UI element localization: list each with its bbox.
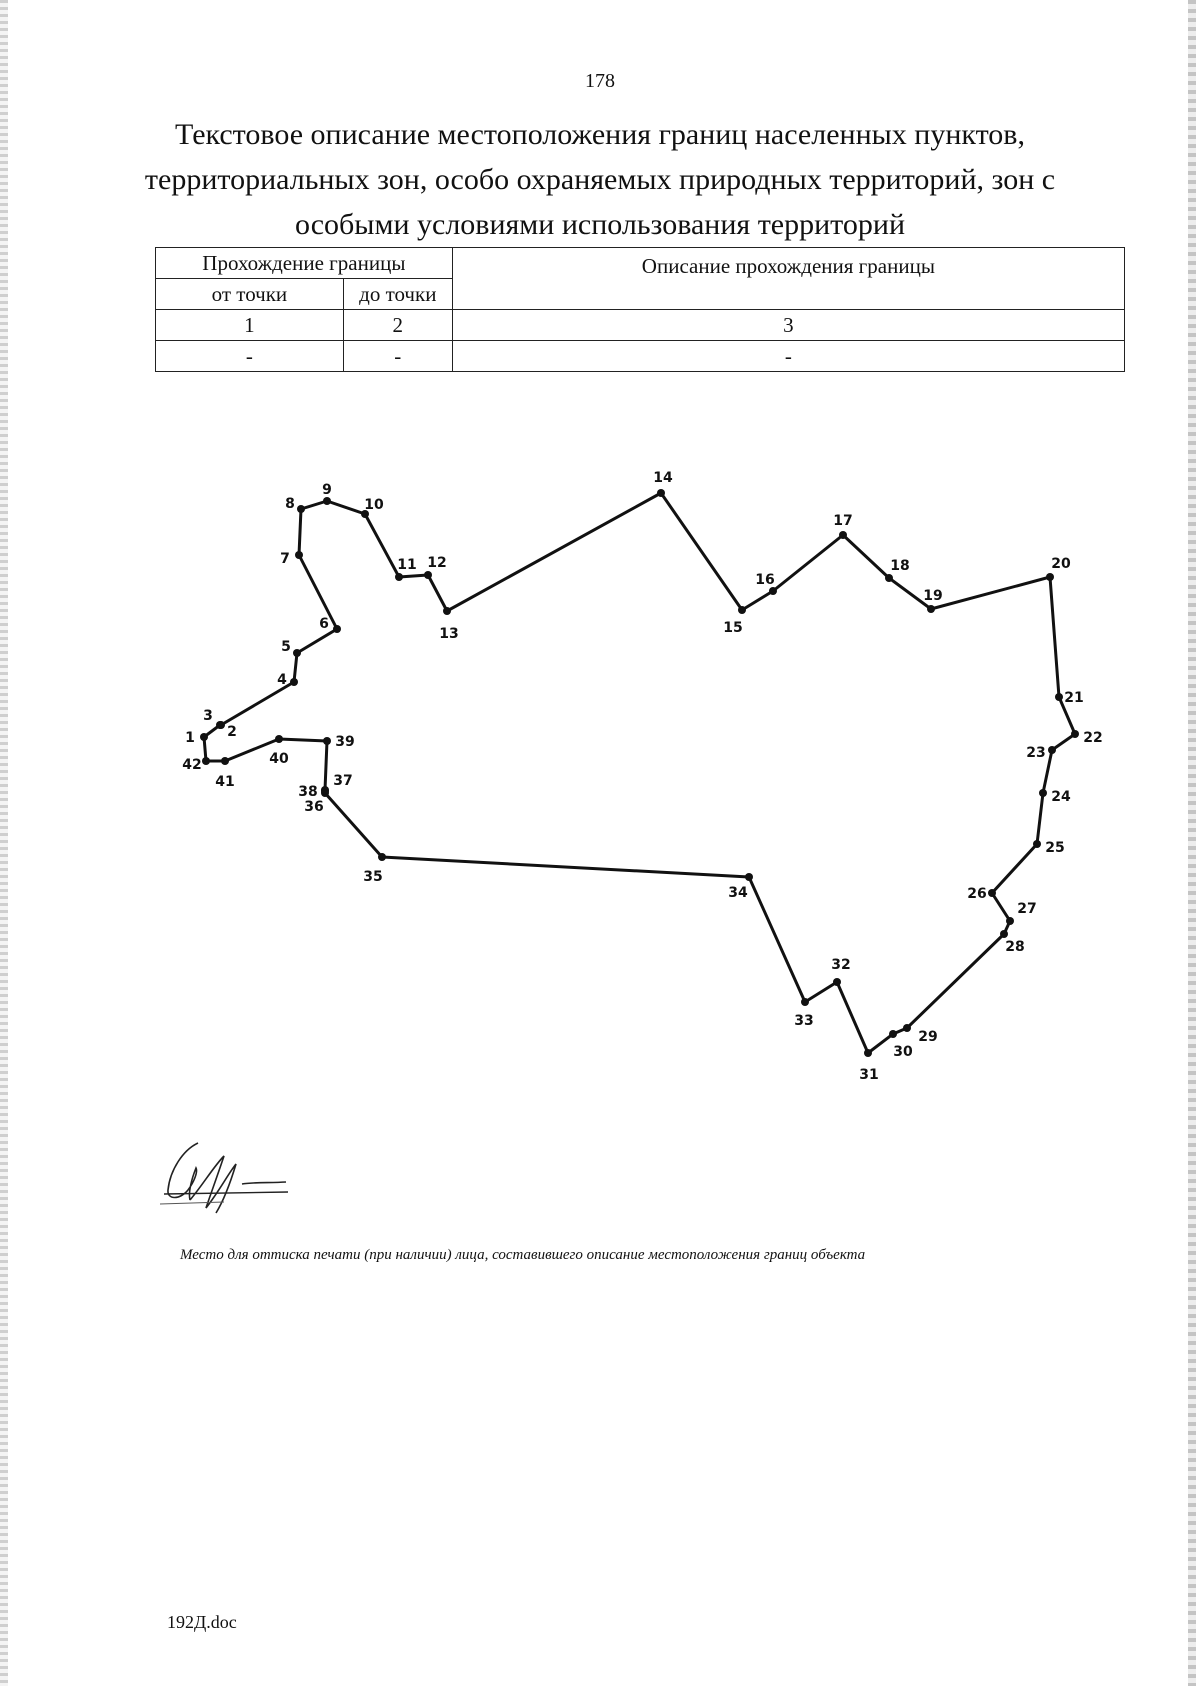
boundary-point-label: 21 <box>1064 690 1084 706</box>
boundary-point <box>290 678 298 686</box>
boundary-point-label: 24 <box>1051 789 1071 805</box>
boundary-description-header: Описание прохождения границы <box>452 248 1124 310</box>
boundary-point-labels <box>182 470 1102 1083</box>
table-cell: - <box>452 341 1124 372</box>
boundary-point <box>200 733 208 741</box>
boundary-point <box>738 606 746 614</box>
boundary-point <box>745 873 753 881</box>
to-point-header: до точки <box>343 279 452 310</box>
page-number: 178 <box>585 70 615 92</box>
boundary-point-label: 3 <box>203 708 213 724</box>
boundary-point-label: 7 <box>280 551 290 567</box>
boundary-point <box>769 587 777 595</box>
table-cell: - <box>343 341 452 372</box>
boundary-points <box>200 489 1079 1057</box>
boundary-point <box>1033 840 1041 848</box>
boundary-point-label: 18 <box>890 558 910 574</box>
boundary-point-label: 11 <box>397 557 417 573</box>
boundary-point <box>839 531 847 539</box>
boundary-point <box>395 573 403 581</box>
boundary-point-label: 28 <box>1005 939 1025 955</box>
boundary-point <box>885 574 893 582</box>
boundary-point-label: 4 <box>277 672 287 688</box>
boundary-point-label: 41 <box>215 774 235 790</box>
table-cell: - <box>156 341 344 372</box>
boundary-point <box>988 889 996 897</box>
column-number: 2 <box>343 310 452 341</box>
column-number: 1 <box>156 310 344 341</box>
boundary-point-label: 34 <box>728 885 748 901</box>
boundary-point <box>1048 746 1056 754</box>
boundary-point-label: 17 <box>833 513 853 529</box>
boundary-point-label: 42 <box>182 757 202 773</box>
boundary-point <box>657 489 665 497</box>
boundary-point-label: 26 <box>967 886 987 902</box>
table-header-row <box>156 248 1125 279</box>
column-number-row <box>156 310 1125 341</box>
boundary-point <box>1055 693 1063 701</box>
boundary-point <box>833 978 841 986</box>
boundary-point-label: 9 <box>322 482 332 498</box>
boundary-point-label: 6 <box>319 616 329 632</box>
boundary-point-label: 19 <box>923 588 943 604</box>
boundary-point-label: 13 <box>439 626 459 642</box>
boundary-point-label: 31 <box>859 1067 879 1083</box>
boundary-point-label: 25 <box>1045 840 1065 856</box>
boundary-point <box>333 625 341 633</box>
boundary-point <box>295 551 303 559</box>
boundary-point <box>864 1049 872 1057</box>
boundary-point-label: 38 <box>298 784 318 800</box>
boundary-point <box>217 721 225 729</box>
boundary-point-label: 20 <box>1051 556 1071 572</box>
boundary-point-label: 40 <box>269 751 289 767</box>
boundary-point <box>323 737 331 745</box>
boundary-point-label: 14 <box>653 470 673 486</box>
boundary-passage-header: Прохождение границы <box>156 248 453 279</box>
boundary-point-label: 23 <box>1026 745 1046 761</box>
boundary-point-label: 15 <box>723 620 743 636</box>
boundary-point <box>443 607 451 615</box>
boundary-point <box>297 505 305 513</box>
boundary-point <box>202 757 210 765</box>
boundary-point-label: 30 <box>893 1044 913 1060</box>
boundary-point <box>1039 789 1047 797</box>
boundary-point-label: 29 <box>918 1029 938 1045</box>
boundary-point <box>275 735 283 743</box>
boundary-point-label: 8 <box>285 496 295 512</box>
boundary-point-label: 2 <box>227 724 237 740</box>
boundary-point <box>903 1024 911 1032</box>
boundary-point-label: 10 <box>364 497 384 513</box>
boundary-point <box>424 571 432 579</box>
boundary-point <box>1000 930 1008 938</box>
boundary-point <box>1071 730 1079 738</box>
boundary-point <box>927 605 935 613</box>
boundary-point-label: 39 <box>335 734 355 750</box>
boundary-point <box>801 998 809 1006</box>
boundary-point <box>1006 917 1014 925</box>
boundary-point-label: 35 <box>363 869 383 885</box>
table-row <box>156 341 1125 372</box>
from-point-header: от точки <box>156 279 344 310</box>
boundary-point <box>323 497 331 505</box>
boundary-point-label: 1 <box>185 730 195 746</box>
title-line-2: территориальных зон, особо охраняемых природных территорий, зон с <box>144 163 1056 196</box>
boundary-point <box>321 786 329 794</box>
title-line-1: Текстовое описание местоположения границ населенных пунктов, <box>175 118 1025 151</box>
title-line-3: особыми условиями использования территорий <box>294 208 906 241</box>
signature <box>158 1138 308 1218</box>
boundary-point-label: 33 <box>794 1013 814 1029</box>
boundary-point <box>293 649 301 657</box>
boundary-point-label: 36 <box>304 799 324 815</box>
boundary-point-label: 27 <box>1017 901 1037 917</box>
boundary-point-label: 12 <box>427 555 447 571</box>
boundary-scheme <box>0 440 1200 1100</box>
column-number: 3 <box>452 310 1124 341</box>
file-name: 192Д.doc <box>167 1612 237 1632</box>
boundary-point <box>221 757 229 765</box>
boundary-point-label: 22 <box>1083 730 1103 746</box>
boundary-point-label: 16 <box>755 572 775 588</box>
stamp-place-note: Место для оттиска печати (при наличии) лица, составившего описание местоположения границ объекта <box>180 1247 866 1263</box>
boundary-point <box>889 1030 897 1038</box>
boundary-point-label: 37 <box>333 773 353 789</box>
boundary-point-label: 5 <box>281 639 291 655</box>
boundary-point <box>378 853 386 861</box>
document-title <box>120 112 1080 247</box>
boundary-point <box>1046 573 1054 581</box>
boundary-description-table <box>155 247 1125 372</box>
boundary-point-label: 32 <box>831 957 851 973</box>
